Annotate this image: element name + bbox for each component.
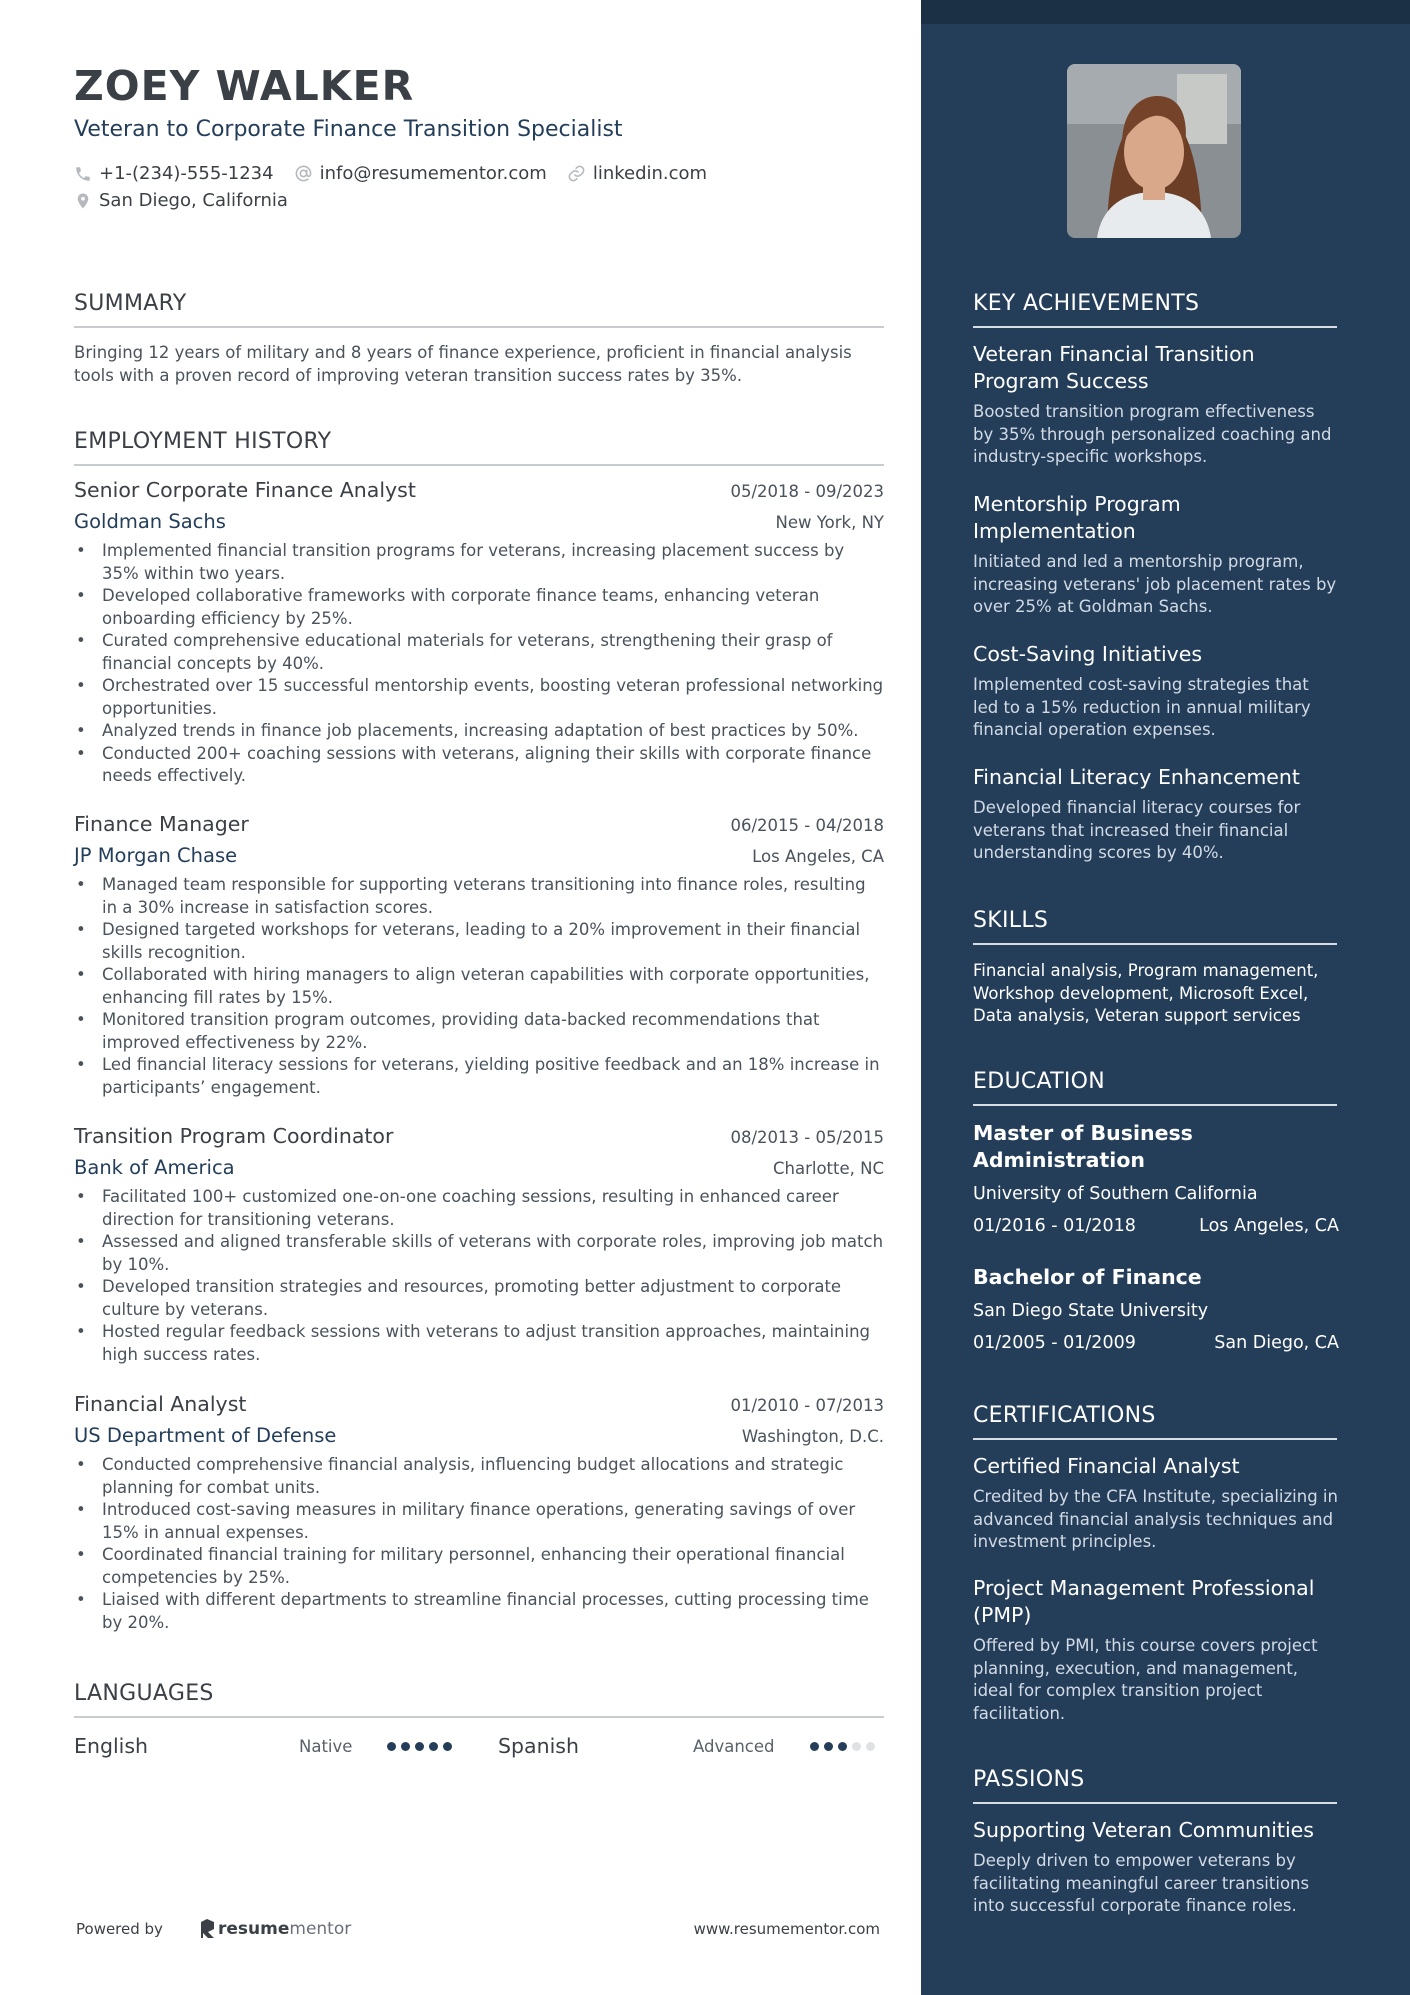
achievement-item bbox=[973, 764, 1339, 865]
footer-website[interactable]: www.resumementor.com bbox=[693, 1920, 880, 1938]
job-location: Washington, D.C. bbox=[741, 1427, 884, 1446]
job-bullet: • Liaised with different departments to streamline financial processes, cutting processing time by 20%. bbox=[74, 1589, 884, 1634]
location-contact bbox=[74, 190, 288, 211]
job-company: Bank of America bbox=[74, 1156, 235, 1179]
job-location: New York, NY bbox=[775, 513, 884, 532]
language-name: Spanish bbox=[498, 1734, 579, 1758]
job-bullet: • Analyzed trends in finance job placements, increasing adaptation of best practices by 50%. bbox=[74, 720, 884, 743]
certification-title: Certified Financial Analyst bbox=[973, 1454, 1240, 1478]
location-pin-icon bbox=[74, 191, 92, 211]
job-dates: 08/2013 - 05/2015 bbox=[730, 1128, 884, 1147]
job-bullets bbox=[74, 1186, 884, 1366]
summary-heading: SUMMARY bbox=[74, 291, 884, 328]
education-heading: EDUCATION bbox=[973, 1069, 1337, 1106]
language-rating bbox=[387, 1742, 452, 1751]
footer bbox=[76, 1918, 880, 1942]
email-text: info@resumementor.com bbox=[319, 163, 547, 184]
job-entry bbox=[74, 1124, 884, 1366]
job-bullet: • Hosted regular feedback sessions with veterans to adjust transition approaches, maintaining high success rates. bbox=[74, 1321, 884, 1366]
job-bullet: • Managed team responsible for supporting veterans transitioning into finance roles, resulting in a 30% increase in satisfaction scores. bbox=[74, 874, 884, 919]
key-achievements-heading: KEY ACHIEVEMENTS bbox=[973, 291, 1337, 328]
achievement-item bbox=[973, 641, 1339, 742]
link-icon bbox=[567, 164, 586, 183]
rating-dot bbox=[866, 1742, 875, 1751]
job-bullet: • Led financial literacy sessions for veterans, yielding positive feedback and an 18% increase in participants’ engagement. bbox=[74, 1054, 884, 1099]
rating-dot bbox=[838, 1742, 847, 1751]
job-bullets bbox=[74, 1454, 884, 1634]
sidebar bbox=[921, 0, 1410, 1995]
rating-dot bbox=[387, 1742, 396, 1751]
job-location: Charlotte, NC bbox=[773, 1159, 884, 1178]
candidate-name: ZOEY WALKER bbox=[74, 62, 415, 110]
phone-icon bbox=[74, 165, 92, 183]
powered-by-text: Powered by bbox=[76, 1920, 163, 1938]
achievement-desc: Boosted transition program effectiveness by 35% through personalized coaching and industry-specific workshops. bbox=[973, 402, 1332, 466]
job-title: Finance Manager bbox=[74, 812, 249, 836]
logo-text-light: mentor bbox=[289, 1919, 352, 1939]
sidebar-top-bar bbox=[921, 0, 1410, 24]
job-bullet: • Developed collaborative frameworks with corporate finance teams, enhancing veteran onboarding efficiency by 25%. bbox=[74, 585, 884, 630]
job-bullet: • Developed transition strategies and resources, promoting better adjustment to corporate culture by veterans. bbox=[74, 1276, 884, 1321]
job-bullet: • Implemented financial transition programs for veterans, increasing placement success by 35% within two years. bbox=[74, 540, 884, 585]
job-location: Los Angeles, CA bbox=[752, 847, 884, 866]
job-bullet: • Assessed and aligned transferable skills of veterans with corporate roles, improving job match by 10%. bbox=[74, 1231, 884, 1276]
phone-text: +1-(234)-555-1234 bbox=[99, 163, 274, 184]
job-company: Goldman Sachs bbox=[74, 510, 226, 533]
certification-title: Project Management Professional (PMP) bbox=[973, 1576, 1315, 1627]
rating-dot bbox=[401, 1742, 410, 1751]
job-company: JP Morgan Chase bbox=[74, 844, 238, 867]
job-dates: 06/2015 - 04/2018 bbox=[730, 816, 884, 835]
education-school: San Diego State University bbox=[973, 1301, 1209, 1321]
education-dates: 01/2016 - 01/2018 bbox=[973, 1216, 1136, 1236]
education-item bbox=[973, 1264, 1339, 1353]
language-rating bbox=[810, 1742, 875, 1751]
job-bullet: • Curated comprehensive educational materials for veterans, strengthening their grasp of financial concepts by 40%. bbox=[74, 630, 884, 675]
passion-desc: Deeply driven to empower veterans by facilitating meaningful career transitions into successful corporate finance roles. bbox=[973, 1851, 1310, 1915]
linkedin-text: linkedin.com bbox=[592, 163, 708, 184]
achievement-title: Mentorship Program Implementation bbox=[973, 492, 1181, 543]
location-text: San Diego, California bbox=[99, 190, 288, 211]
education-dates: 01/2005 - 01/2009 bbox=[973, 1333, 1136, 1353]
rating-dot bbox=[852, 1742, 861, 1751]
language-item bbox=[74, 1731, 474, 1761]
at-sign-icon bbox=[294, 164, 313, 183]
education-item bbox=[973, 1120, 1339, 1236]
languages-list bbox=[74, 1731, 884, 1761]
job-bullet: • Facilitated 100+ customized one-on-one coaching sessions, resulting in enhanced career direction for transitioning veterans. bbox=[74, 1186, 884, 1231]
passions-heading: PASSIONS bbox=[973, 1767, 1337, 1804]
achievement-desc: Developed financial literacy courses for veterans that increased their financial understanding scores by 40%. bbox=[973, 798, 1301, 862]
language-level: Advanced bbox=[693, 1736, 775, 1756]
achievement-desc: Implemented cost-saving strategies that led to a 15% reduction in annual military financial operation expenses. bbox=[973, 675, 1311, 739]
rating-dot bbox=[824, 1742, 833, 1751]
job-entry bbox=[74, 478, 884, 788]
job-dates: 01/2010 - 07/2013 bbox=[730, 1396, 884, 1415]
education-school: University of Southern California bbox=[973, 1184, 1258, 1204]
job-title: Senior Corporate Finance Analyst bbox=[74, 478, 416, 502]
phone-contact[interactable] bbox=[74, 163, 274, 184]
languages-heading: LANGUAGES bbox=[74, 1681, 884, 1718]
education-degree: Master of Business Administration bbox=[973, 1121, 1193, 1172]
job-bullet: • Designed targeted workshops for veterans, leading to a 20% improvement in their financial skills recognition. bbox=[74, 919, 884, 964]
achievement-title: Cost-Saving Initiatives bbox=[973, 642, 1203, 666]
skills-text: Financial analysis, Program management, Workshop development, Microsoft Excel, Data analysis, Veteran support services bbox=[973, 961, 1319, 1025]
education-location: Los Angeles, CA bbox=[1199, 1216, 1339, 1236]
achievement-desc: Initiated and led a mentorship program, increasing veterans' job placement rates by over 25% at Goldman Sachs. bbox=[973, 552, 1337, 616]
job-company: US Department of Defense bbox=[74, 1424, 337, 1447]
job-bullet: • Monitored transition program outcomes, providing data-backed recommendations that improved effectiveness by 22%. bbox=[74, 1009, 884, 1054]
job-dates: 05/2018 - 09/2023 bbox=[730, 482, 884, 501]
skills-list bbox=[973, 960, 1339, 1028]
job-bullet: • Introduced cost-saving measures in military finance operations, generating savings of over 15% in annual expenses. bbox=[74, 1499, 884, 1544]
language-name: English bbox=[74, 1734, 149, 1758]
employment-heading: EMPLOYMENT HISTORY bbox=[74, 429, 884, 466]
candidate-headline: Veteran to Corporate Finance Transition Specialist bbox=[74, 117, 623, 142]
certification-desc: Offered by PMI, this course covers project planning, execution, and management, ideal for complex transition project facilitation. bbox=[973, 1636, 1318, 1723]
job-bullet: • Conducted 200+ coaching sessions with veterans, aligning their skills with corporate finance needs effectively. bbox=[74, 743, 884, 788]
achievement-title: Veteran Financial Transition Program Success bbox=[973, 342, 1255, 393]
job-bullet: • Coordinated financial training for military personnel, enhancing their operational financial competencies by 25%. bbox=[74, 1544, 884, 1589]
job-bullet: • Orchestrated over 15 successful mentorship events, boosting veteran professional networking opportunities. bbox=[74, 675, 884, 720]
achievement-item bbox=[973, 491, 1339, 619]
job-entry bbox=[74, 812, 884, 1099]
resumementor-logo[interactable] bbox=[198, 1918, 351, 1940]
profile-photo bbox=[1067, 64, 1241, 238]
education-degree: Bachelor of Finance bbox=[973, 1265, 1202, 1289]
rating-dot bbox=[415, 1742, 424, 1751]
logo-text-bold: resume bbox=[218, 1919, 290, 1939]
job-bullet: • Conducted comprehensive financial analysis, influencing budget allocations and strategic planning for combat units. bbox=[74, 1454, 884, 1499]
job-entry bbox=[74, 1392, 884, 1634]
passion-title: Supporting Veteran Communities bbox=[973, 1818, 1314, 1842]
education-location: San Diego, CA bbox=[1214, 1333, 1339, 1353]
skills-heading: SKILLS bbox=[973, 908, 1337, 945]
achievement-title: Financial Literacy Enhancement bbox=[973, 765, 1300, 789]
email-contact[interactable] bbox=[294, 163, 547, 184]
summary-text: Bringing 12 years of military and 8 years of finance experience, proficient in financial analysis tools with a proven record of improving veteran transition success rates by 35%. bbox=[74, 343, 852, 385]
logo-mark-icon bbox=[198, 1918, 218, 1940]
rating-dot bbox=[429, 1742, 438, 1751]
language-item bbox=[498, 1731, 884, 1761]
rating-dot bbox=[443, 1742, 452, 1751]
job-title: Financial Analyst bbox=[74, 1392, 247, 1416]
language-level: Native bbox=[299, 1736, 353, 1756]
rating-dot bbox=[810, 1742, 819, 1751]
job-title: Transition Program Coordinator bbox=[74, 1124, 394, 1148]
certifications-heading: CERTIFICATIONS bbox=[973, 1403, 1337, 1440]
certification-desc: Credited by the CFA Institute, specializing in advanced financial analysis techniques and investment principles. bbox=[973, 1487, 1338, 1551]
job-bullets bbox=[74, 874, 884, 1099]
contact-info bbox=[74, 160, 874, 214]
passion-item bbox=[973, 1817, 1339, 1918]
certification-item bbox=[973, 1575, 1339, 1725]
achievement-item bbox=[973, 341, 1339, 469]
certification-item bbox=[973, 1453, 1339, 1554]
job-bullets bbox=[74, 540, 884, 788]
linkedin-contact[interactable] bbox=[567, 163, 707, 184]
job-bullet: • Collaborated with hiring managers to align veteran capabilities with corporate opportunities, enhancing fill rates by 15%. bbox=[74, 964, 884, 1009]
profile-photo-image bbox=[1067, 64, 1241, 238]
